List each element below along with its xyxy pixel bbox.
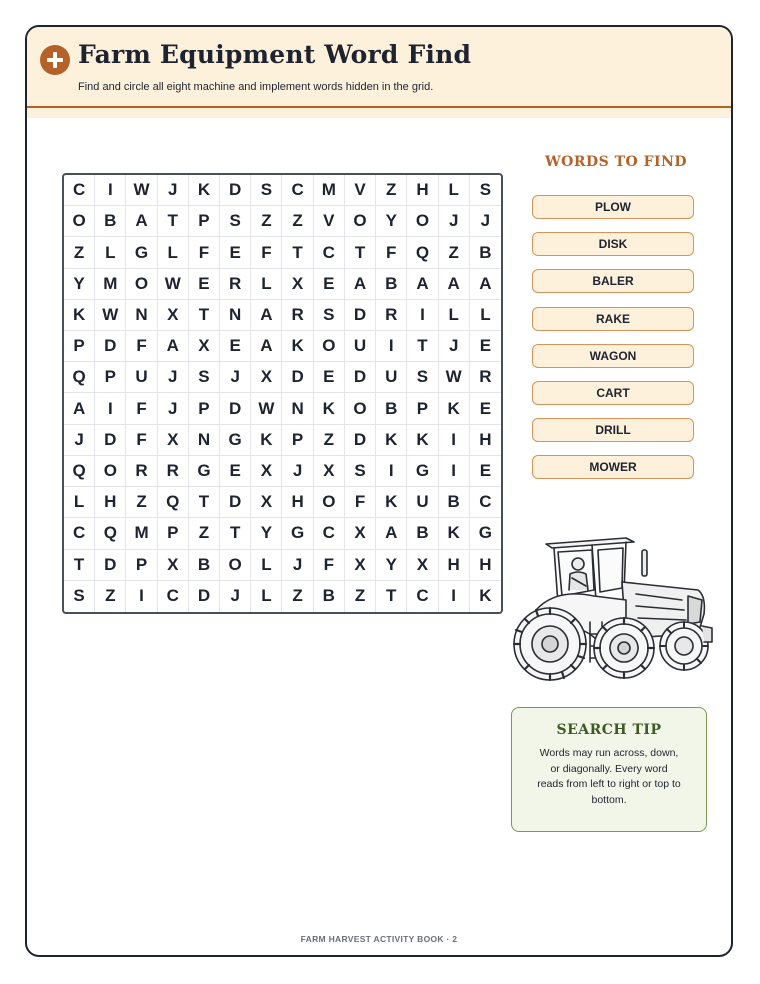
grid-letter[interactable]: Z	[439, 237, 470, 268]
grid-letter[interactable]: W	[251, 393, 282, 424]
grid-letter[interactable]: Y	[251, 518, 282, 549]
grid-letter[interactable]: C	[64, 518, 95, 549]
grid-letter[interactable]: K	[479, 586, 492, 606]
grid-letter[interactable]: Y	[376, 550, 407, 581]
grid-letter[interactable]: G	[282, 518, 313, 549]
page-title: Farm Equipment Word Find	[78, 40, 472, 69]
grid-letter[interactable]: M	[95, 269, 126, 300]
grid-letter[interactable]: Z	[95, 581, 126, 612]
grid-letter[interactable]: O	[126, 269, 157, 300]
grid-letter[interactable]: T	[376, 581, 407, 612]
grid-letter[interactable]: W	[126, 175, 157, 206]
grid-letter[interactable]: E	[470, 393, 501, 424]
grid-letter[interactable]: R	[126, 456, 157, 487]
grid-letter[interactable]: G	[126, 237, 157, 268]
grid-letter[interactable]: T	[407, 331, 438, 362]
grid-letter[interactable]: G	[220, 425, 251, 456]
grid-letter[interactable]: Q	[95, 518, 126, 549]
grid-letter[interactable]: L	[251, 550, 282, 581]
grid-letter[interactable]: D	[220, 175, 251, 206]
grid-letter[interactable]: T	[220, 518, 251, 549]
search-tip-box	[511, 707, 707, 832]
grid-letter[interactable]: I	[95, 393, 126, 424]
grid-letter[interactable]: Z	[189, 518, 220, 549]
grid-letter[interactable]: O	[407, 206, 438, 237]
word-item-mower: MOWER	[532, 455, 694, 479]
grid-letter[interactable]: D	[220, 393, 251, 424]
grid-letter[interactable]: B	[95, 206, 126, 237]
grid-letter[interactable]: G	[189, 456, 220, 487]
grid-letter[interactable]: B	[376, 269, 407, 300]
grid-letter[interactable]: S	[345, 456, 376, 487]
grid-letter[interactable]: L	[439, 175, 470, 206]
grid-letter[interactable]: E	[314, 269, 345, 300]
grid-letter[interactable]: X	[158, 425, 189, 456]
grid-letter[interactable]: C	[470, 487, 501, 518]
grid-letter[interactable]: O	[345, 393, 376, 424]
grid-letter[interactable]: D	[345, 425, 376, 456]
grid-letter[interactable]: Y	[64, 269, 95, 300]
word-item-rake: RAKE	[532, 307, 694, 331]
grid-letter[interactable]: W	[439, 362, 470, 393]
grid-letter[interactable]: F	[126, 331, 157, 362]
grid-letter[interactable]: D	[345, 300, 376, 331]
grid-letter[interactable]: C	[314, 237, 345, 268]
grid-letter[interactable]: S	[470, 175, 501, 206]
grid-letter[interactable]: L	[251, 581, 282, 612]
grid-letter[interactable]: H	[282, 487, 313, 518]
grid-letter[interactable]: J	[439, 206, 470, 237]
grid-letter[interactable]: X	[189, 331, 220, 362]
grid-letter[interactable]: K	[314, 393, 345, 424]
word-item-drill: DRILL	[532, 418, 694, 442]
grid-letter[interactable]: P	[189, 393, 220, 424]
grid-letter[interactable]: U	[407, 487, 438, 518]
grid-letter[interactable]: R	[376, 300, 407, 331]
grid-letter[interactable]: X	[158, 550, 189, 581]
grid-letter[interactable]: I	[126, 581, 157, 612]
tractor-icon	[506, 530, 718, 686]
grid-letter[interactable]: B	[314, 581, 345, 612]
grid-letter[interactable]: C	[64, 175, 95, 206]
grid-letter[interactable]: R	[158, 456, 189, 487]
grid-letter[interactable]: J	[220, 362, 251, 393]
grid-letter[interactable]: X	[345, 550, 376, 581]
page-subtitle: Find and circle all eight machine and implement words hidden in the grid.	[78, 81, 434, 93]
grid-letter[interactable]: O	[95, 456, 126, 487]
grid-letter[interactable]: D	[95, 425, 126, 456]
page-header	[27, 27, 731, 108]
grid-letter[interactable]: F	[376, 237, 407, 268]
grid-letter[interactable]: I	[376, 456, 407, 487]
search-tip-title: SEARCH TIP	[556, 722, 662, 738]
grid-letter[interactable]: J	[158, 175, 189, 206]
grid-letter[interactable]: J	[64, 425, 95, 456]
grid-letter[interactable]: Z	[345, 581, 376, 612]
grid-letter[interactable]: I	[407, 300, 438, 331]
grid-letter[interactable]: Z	[282, 581, 313, 612]
grid-letter[interactable]: C	[314, 518, 345, 549]
grid-letter[interactable]: L	[470, 300, 501, 331]
grid-letter[interactable]: O	[64, 206, 95, 237]
grid-letter[interactable]: F	[126, 393, 157, 424]
grid-letter[interactable]: A	[126, 206, 157, 237]
grid-letter[interactable]: K	[282, 331, 313, 362]
grid-letter[interactable]: H	[407, 175, 438, 206]
grid-letter[interactable]: W	[95, 300, 126, 331]
activity-page	[25, 25, 733, 957]
grid-letter[interactable]: L	[251, 269, 282, 300]
grid-letter[interactable]: Q	[64, 362, 95, 393]
grid-letter[interactable]: O	[345, 206, 376, 237]
grid-letter[interactable]: B	[439, 487, 470, 518]
grid-letter[interactable]: K	[376, 487, 407, 518]
grid-letter[interactable]: H	[95, 487, 126, 518]
grid-letter[interactable]: I	[439, 581, 470, 612]
grid-letter[interactable]: H	[439, 550, 470, 581]
grid-letter[interactable]: E	[220, 237, 251, 268]
grid-letter[interactable]: B	[376, 393, 407, 424]
grid-letter[interactable]: G	[470, 518, 501, 549]
grid-letter[interactable]: F	[314, 550, 345, 581]
grid-letter[interactable]: W	[158, 269, 189, 300]
grid-letter[interactable]: O	[314, 331, 345, 362]
grid-letter[interactable]: Z	[126, 487, 157, 518]
grid-letter[interactable]: M	[314, 175, 345, 206]
grid-letter[interactable]: Z	[314, 425, 345, 456]
grid-letter[interactable]: J	[470, 206, 501, 237]
word-item-disk: DISK	[532, 232, 694, 256]
grid-letter[interactable]: R	[470, 362, 501, 393]
grid-letter[interactable]: D	[95, 550, 126, 581]
grid-letter[interactable]: E	[470, 331, 501, 362]
grid-letter[interactable]: O	[220, 550, 251, 581]
grid-letter[interactable]: X	[251, 362, 282, 393]
grid-letter[interactable]: A	[439, 269, 470, 300]
grid-letter[interactable]: S	[407, 362, 438, 393]
grid-letter[interactable]: D	[95, 331, 126, 362]
grid-letter[interactable]: Q	[407, 237, 438, 268]
grid-letter[interactable]: A	[376, 518, 407, 549]
grid-letter[interactable]: F	[345, 487, 376, 518]
word-item-plow: PLOW	[532, 195, 694, 219]
grid-letter[interactable]: V	[345, 175, 376, 206]
plus-icon	[40, 45, 70, 75]
grid-letter[interactable]: I	[439, 425, 470, 456]
grid-letter[interactable]: P	[407, 393, 438, 424]
grid-letter[interactable]: D	[345, 362, 376, 393]
grid-letter[interactable]: N	[282, 393, 313, 424]
word-item-wagon: WAGON	[532, 344, 694, 368]
grid-letter[interactable]: X	[158, 300, 189, 331]
grid-letter[interactable]: T	[282, 237, 313, 268]
search-tip-text: Words may run across, down, or diagonally. Every word reads from left to right or top to bottom.	[537, 747, 681, 806]
grid-letter[interactable]: F	[251, 237, 282, 268]
grid-letter[interactable]: L	[439, 300, 470, 331]
grid-letter[interactable]: U	[345, 331, 376, 362]
grid-letter[interactable]: P	[95, 362, 126, 393]
grid-letter[interactable]: N	[126, 300, 157, 331]
grid-letter[interactable]: N	[189, 425, 220, 456]
grid-letter[interactable]: C	[158, 581, 189, 612]
word-list	[532, 195, 694, 493]
grid-letter[interactable]: E	[220, 331, 251, 362]
grid-letter[interactable]: K	[251, 425, 282, 456]
grid-letter[interactable]: K	[439, 393, 470, 424]
grid-letter[interactable]: I	[439, 456, 470, 487]
grid-letter[interactable]: C	[407, 581, 438, 612]
grid-letter[interactable]: S	[220, 206, 251, 237]
grid-letter[interactable]: Z	[282, 206, 313, 237]
grid-letter[interactable]: L	[95, 237, 126, 268]
grid-letter[interactable]: P	[126, 550, 157, 581]
grid-letter[interactable]: S	[64, 581, 95, 612]
grid-letter[interactable]: Y	[376, 206, 407, 237]
grid-letter[interactable]: I	[376, 331, 407, 362]
grid-letter[interactable]: S	[251, 175, 282, 206]
grid-letter[interactable]: Q	[64, 456, 95, 487]
grid-letter[interactable]: T	[345, 237, 376, 268]
grid-letter[interactable]: X	[251, 487, 282, 518]
grid-letter[interactable]: Q	[158, 487, 189, 518]
grid-letter[interactable]: D	[220, 487, 251, 518]
grid-letter[interactable]: A	[64, 393, 95, 424]
word-search-grid	[62, 173, 503, 614]
grid-letter[interactable]: F	[189, 237, 220, 268]
grid-letter[interactable]: L	[64, 487, 95, 518]
grid-letter[interactable]: O	[314, 487, 345, 518]
header-band	[27, 108, 731, 118]
grid-letter[interactable]: E	[189, 269, 220, 300]
grid-letter[interactable]: C	[282, 175, 313, 206]
word-item-cart: CART	[532, 381, 694, 405]
grid-letter[interactable]: Z	[376, 175, 407, 206]
grid-letter[interactable]: U	[126, 362, 157, 393]
grid-letter[interactable]: U	[376, 362, 407, 393]
grid-letter[interactable]: J	[439, 331, 470, 362]
grid-letter[interactable]: P	[189, 206, 220, 237]
grid-letter[interactable]: J	[282, 456, 313, 487]
grid-letter[interactable]: S	[314, 300, 345, 331]
grid-letter[interactable]: S	[189, 362, 220, 393]
word-item-baler: BALER	[532, 269, 694, 293]
grid-letter[interactable]: P	[282, 425, 313, 456]
grid-letter[interactable]: A	[345, 269, 376, 300]
grid-letter[interactable]: V	[314, 206, 345, 237]
grid-letter[interactable]: X	[314, 456, 345, 487]
grid-letter[interactable]: D	[282, 362, 313, 393]
grid-letter[interactable]: E	[314, 362, 345, 393]
grid-letter[interactable]: K	[189, 175, 220, 206]
page-footer: FARM HARVEST ACTIVITY BOOK · 2	[300, 934, 458, 944]
grid-letter[interactable]: T	[64, 550, 95, 581]
grid-letter[interactable]: A	[251, 331, 282, 362]
grid-letter[interactable]: X	[251, 456, 282, 487]
grid-letter[interactable]: A	[251, 300, 282, 331]
grid-letter[interactable]: A	[407, 269, 438, 300]
grid-letter[interactable]: X	[282, 269, 313, 300]
grid-letter[interactable]: A	[470, 269, 501, 300]
grid-letter[interactable]: T	[158, 206, 189, 237]
grid-letter[interactable]: E	[470, 456, 501, 487]
words-to-find-heading: WORDS TO FIND	[544, 154, 688, 170]
grid-letter[interactable]: P	[158, 518, 189, 549]
grid-letter[interactable]: X	[345, 518, 376, 549]
grid-letter[interactable]: F	[126, 425, 157, 456]
grid-letter[interactable]: E	[220, 456, 251, 487]
grid-letter[interactable]: H	[470, 425, 501, 456]
grid-letter[interactable]: K	[439, 518, 470, 549]
grid-letter[interactable]: G	[407, 456, 438, 487]
grid-letter[interactable]: J	[158, 393, 189, 424]
grid-letter[interactable]: N	[220, 300, 251, 331]
grid-letter[interactable]: D	[189, 581, 220, 612]
grid-letter[interactable]: X	[407, 550, 438, 581]
grid-letter[interactable]: R	[220, 269, 251, 300]
grid-letter[interactable]: T	[189, 487, 220, 518]
grid-letter[interactable]: B	[407, 518, 438, 549]
grid-letter[interactable]: B	[189, 550, 220, 581]
grid-letter[interactable]: K	[376, 425, 407, 456]
grid-letter[interactable]: R	[282, 300, 313, 331]
grid-letter[interactable]: J	[158, 362, 189, 393]
grid-letter[interactable]: H	[470, 550, 501, 581]
grid-letter[interactable]: K	[407, 425, 438, 456]
grid-letter[interactable]: J	[220, 581, 251, 612]
grid-letter[interactable]: A	[158, 331, 189, 362]
grid-letter[interactable]: J	[282, 550, 313, 581]
grid-letter[interactable]: M	[126, 518, 157, 549]
grid-letter[interactable]: T	[189, 300, 220, 331]
grid-letter[interactable]: Z	[64, 237, 95, 268]
grid-letter[interactable]: K	[64, 300, 95, 331]
grid-letter[interactable]: B	[470, 237, 501, 268]
grid-letter[interactable]: L	[158, 237, 189, 268]
grid-letter[interactable]: Z	[251, 206, 282, 237]
grid-letter[interactable]: P	[64, 331, 95, 362]
grid-letter[interactable]: I	[95, 175, 126, 206]
